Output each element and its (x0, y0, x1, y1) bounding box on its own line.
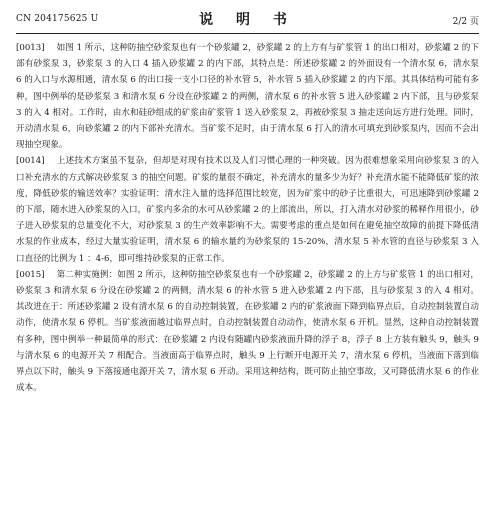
paragraph-0015 (16, 267, 479, 397)
paragraph-text: 第二种实施例：如图 2 所示，这种防抽空砂浆泵也有一个砂浆罐 2，砂浆罐 2 的上方与矿浆管 1 的出口相对，砂浆泵 3 和清水泵 6 分设在砂浆罐 2 的两侧，清水泵 6 的补水管 5 进入砂浆罐 2 内下部，且与砂浆泵 3 的入 4 相对。其改进在于：所述砂浆罐 2 设有清水泵 6 的自动控制装置，在砂浆罐 2 内的矿浆液面下降到临界点后，自动控制装置自动动作，使清水泵 6 停机。当矿浆液面越过临界点时，自动控制装置自动动作，使清水泵 6 开机。显然，这种自动控制装置有多种，图中例举一种最简单的形式：在砂浆罐 2 内设有随罐内砂浆液面升降的浮子 8，浮子 8 上方装有触头 9，触头 9 与清水泵 6 的电源开关 7 相配合。当液面高于临界点时，触头 9 上行断开电源开关 7，清水泵 6 停机，当液面下落到临界点以下时，触头 9 下落接通电源开关 7，清水泵 6 开动。采用这种结构，既可防止抽空事故，又可降低清水泵 6 的作业成本。 (16, 269, 479, 394)
paragraph-number: [0014] (16, 156, 45, 167)
page-header (16, 9, 479, 33)
document-page (0, 9, 495, 521)
header-rule (16, 33, 479, 34)
document-title: 说 明 书 (199, 12, 296, 28)
paragraph-number: [0015] (16, 269, 45, 280)
paragraph-text: 上述技术方案虽不复杂，但却是对现有技术以及人们习惯心理的一种突破。因为很难想象采用向砂浆泵 3 的入口补充清水的方式解决砂浆泵 3 的抽空问题。矿浆的量很不确定，补充清水的量多少为好？补充清水能不能降低矿浆的浓度，降低砂浆的输送效率？实验证明：清水注入量的选择范围比较宽，因为矿浆中的砂子比重很大，可迅速降到砂浆罐 2 的下部，随水进入砂浆泵的入口，矿浆内多余的水可从砂浆罐 2 的上部流出，所以，打入清水对砂浆的稀释作用很小，砂子进入砂浆泵的总量变化不大，对砂浆泵 3 的生产效率影响不大。需要考虑的重点是如何在避免抽空故障的前提下降低清水泵的作业成本，经过大量实验证明，清水泵 6 的输水量约为砂浆泵的 15-20%，清水泵 5 补水管的直径与砂浆泵 3 入口直径的比例为 1 ：4-6，即可维持砂浆泵的正常工作。 (16, 156, 479, 264)
paragraph-0013 (16, 40, 479, 153)
paragraph-text: 如图 1 所示，这种防抽空砂浆泵也有一个砂浆罐 2，砂浆罐 2 的上方有与矿浆管 1 的出口相对，砂浆罐 2 的下部有砂浆泵 3，砂浆泵 3 的入口 4 插入砂浆罐 2 的内下部，其特点是：所述砂浆罐 2 的外面设有一个清水泵 6，清水泵 6 的入口与水源相通，清水泵 6 的出口接一支小口径的补水管 5，补水管 5 插入砂浆罐 2 的内下部。其具体结构可能有多种，图中例举的是砂浆泵 3 和清水泵 6 分设在砂浆罐 2 的两侧，清水泵 6 的补水管 5 进入砂浆罐 2 内下部，且与砂浆泵 3 的入 4 相对。工作时，由水和硅砂组成的矿浆由矿浆管 1 送入砂浆泵 2，再被砂浆泵 3 抽走送向远方进行处理。同时，开动清水泵 6，向砂浆罐 2 的内下部补充清水。当矿浆不足时，由于清水泵 6 打入的清水可填充到砂浆泵内，因而不会出现抽空现象。 (16, 43, 479, 151)
paragraph-number: [0013] (16, 43, 45, 53)
page-number: 2/2 页 (452, 17, 479, 27)
patent-number: CN 204175625 U (16, 14, 99, 24)
paragraph-0014 (16, 153, 479, 266)
